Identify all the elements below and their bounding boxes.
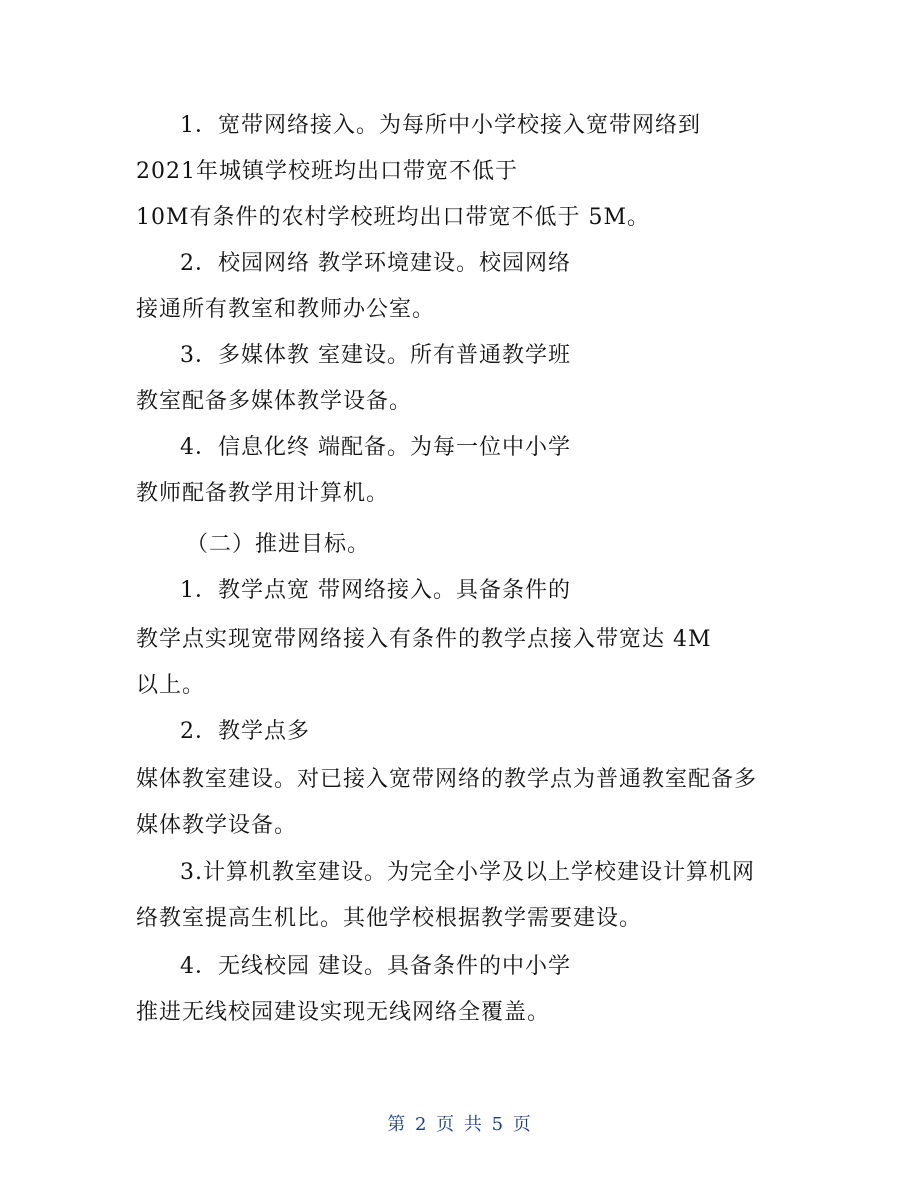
body-line-5: 接通所有教室和教师办公室。: [136, 297, 436, 322]
section-heading: （二）推进目标。: [186, 532, 371, 557]
body-line-2: 2021年城镇学校班均出口带宽不低于: [136, 159, 518, 184]
body-line-1: 1．宽带网络接入。为每所中小学校接入宽带网络到: [180, 113, 701, 138]
body-line-4: 2．校园网络 教学环境建设。校园网络: [180, 251, 571, 276]
body-line-17: 3.计算机教室建设。为完全小学及以上学校建设计算机网: [180, 860, 755, 885]
body-line-3: 10M有条件的农村学校班均出口带宽不低于 5M。: [136, 205, 651, 230]
body-line-8: 4．信息化终 端配备。为每一位中小学: [180, 435, 571, 460]
body-line-13: 以上。: [136, 673, 206, 698]
body-line-12: 教学点实现宽带网络接入有条件的教学点接入带宽达 4M: [136, 627, 712, 652]
body-line-6: 3．多媒体教 室建设。所有普通教学班: [180, 343, 571, 368]
body-line-11: 1．教学点宽 带网络接入。具备条件的: [180, 578, 571, 603]
body-line-18: 络教室提高生机比。其他学校根据教学需要建设。: [136, 906, 643, 931]
body-line-14: 2．教学点多: [180, 719, 310, 744]
body-line-20: 推进无线校园建设实现无线网络全覆盖。: [136, 1000, 551, 1025]
body-line-16: 媒体教学设备。: [136, 813, 298, 838]
body-line-7: 教室配备多媒体教学设备。: [136, 389, 413, 414]
body-line-19: 4．无线校园 建设。具备条件的中小学: [180, 954, 571, 979]
body-line-15: 媒体教室建设。对已接入宽带网络的教学点为普通教室配备多: [136, 767, 758, 792]
body-line-9: 教师配备教学用计算机。: [136, 481, 390, 506]
page-number-footer: 第 2 页 共 5 页: [387, 1114, 533, 1135]
